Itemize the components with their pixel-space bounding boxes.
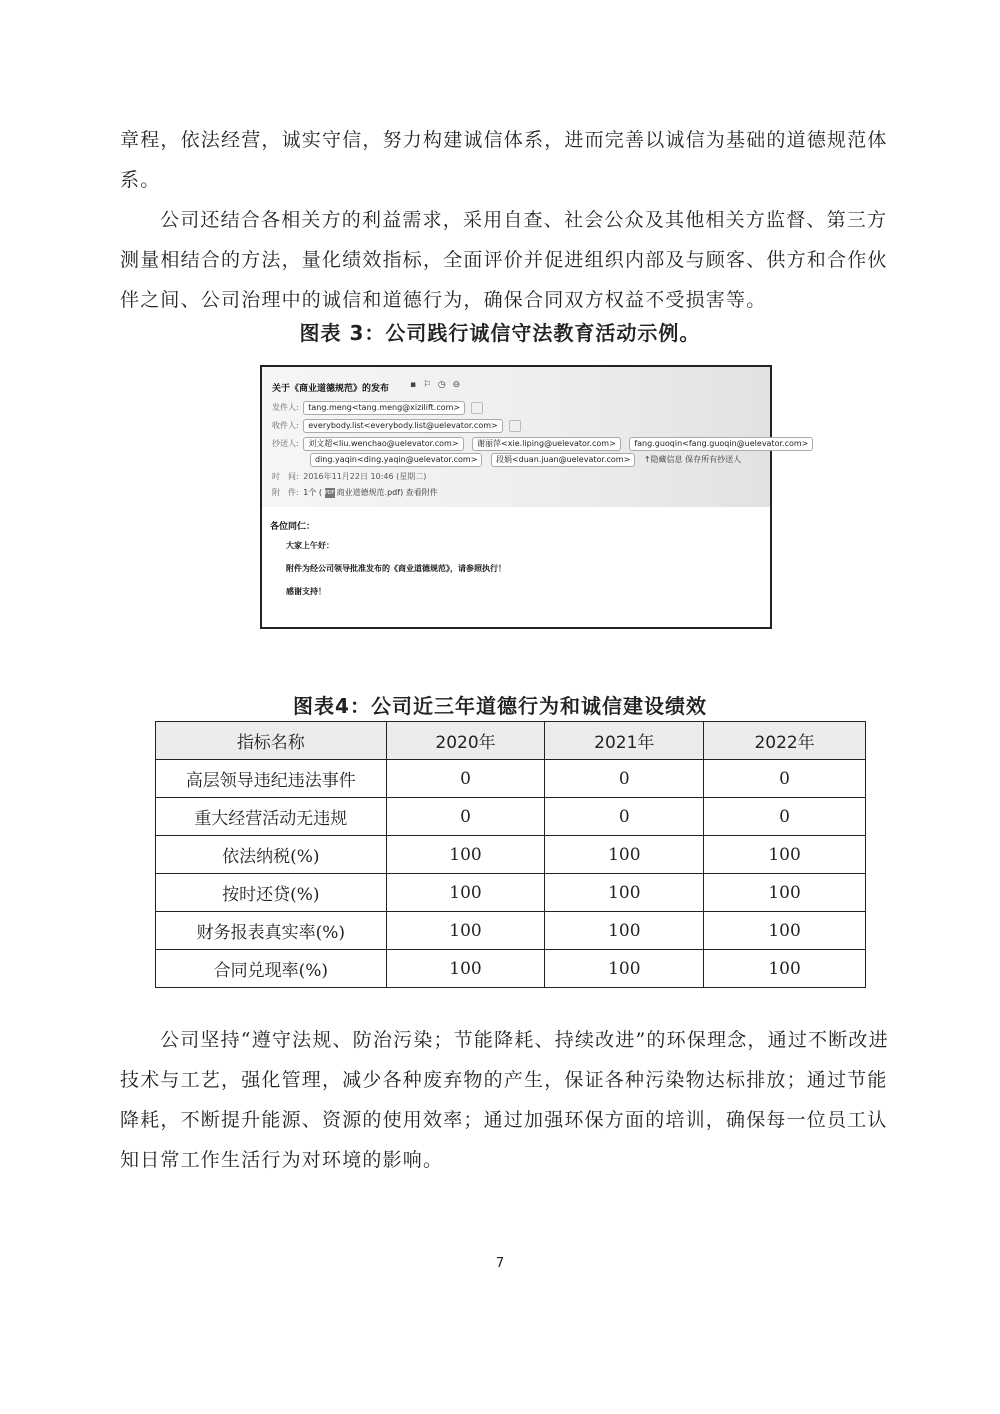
email-time-row: [272, 470, 426, 484]
email-subject: 关于《商业道德规范》的发布: [272, 384, 390, 394]
time-label: 时 间:: [272, 472, 299, 481]
table-cell: 100: [545, 836, 704, 874]
email-to-row: [272, 419, 527, 433]
table-cell: 0: [386, 798, 545, 836]
email-line-1: 大家上午好：: [286, 541, 334, 550]
table-cell: 100: [704, 836, 866, 874]
table-cell: 100: [386, 950, 545, 988]
email-greeting: 各位同仁：: [270, 522, 316, 532]
table-row: [156, 836, 866, 874]
email-toolbar-icons: ▪ ⚐ ◷ ⊖: [410, 380, 463, 390]
cc-chip: 刘文超<liu.wenchao@uelevator.com>: [303, 437, 463, 451]
table-cell: 0: [545, 798, 704, 836]
email-cc-row-1: [272, 437, 819, 451]
table-header-row: [156, 722, 866, 760]
attach-count: 1个 (: [303, 488, 323, 497]
paragraph-2: 公司还结合各相关方的利益需求，采用自查、社会公众及其他相关方监督、第三方测量相结合的方法，量化绩效指标，全面评价并促进组织内部及与顾客、供方和合作伙伴之间、公司治理中的诚信和道德行为，确保合同双方权益不受损害等。: [120, 209, 888, 311]
figure-3-caption: 图表 3：公司践行诚信守法教育活动示例。: [299, 321, 701, 345]
cc-chip: 谢丽萍<xie.liping@uelevator.com>: [472, 437, 621, 451]
chip-plus-icon: [471, 402, 483, 414]
table-row: [156, 950, 866, 988]
table-cell: 重大经营活动无违规: [156, 798, 387, 836]
table-row: [156, 874, 866, 912]
email-attach-row: [272, 486, 438, 500]
table-row: [156, 798, 866, 836]
paragraph-1: 章程，依法经营，诚实守信，努力构建诚信体系，进而完善以诚信为基础的道德规范体系。: [120, 129, 888, 191]
table-cell: 100: [386, 912, 545, 950]
to-chip: everybody.list<everybody.list@uelevator.com>: [303, 419, 502, 433]
table-cell: 100: [704, 912, 866, 950]
figure-4-caption: 图表4：公司近三年道德行为和诚信建设绩效: [293, 694, 707, 718]
table-cell: 100: [386, 874, 545, 912]
table-cell: 100: [386, 836, 545, 874]
table-cell: 0: [704, 798, 866, 836]
attach-label: 附 件:: [272, 488, 299, 497]
cc-label: 抄送人:: [272, 439, 299, 448]
table-row: [156, 912, 866, 950]
email-line-2: 附件为经公司领导批准发布的《商业道德规范》，请参照执行！: [286, 564, 506, 573]
table-cell: 100: [545, 912, 704, 950]
table-cell: 高层领导违纪违法事件: [156, 760, 387, 798]
page-number: 7: [495, 1256, 505, 1271]
table-cell: 100: [704, 950, 866, 988]
email-cc-row-2: [310, 453, 741, 467]
table-cell: 0: [704, 760, 866, 798]
table-header-cell: 指标名称: [156, 722, 387, 760]
email-line-3: 感谢支持！: [286, 587, 326, 596]
table-cell: 100: [545, 874, 704, 912]
from-label: 发件人:: [272, 403, 299, 412]
table-cell: 0: [545, 760, 704, 798]
table-cell: 按时还贷(%): [156, 874, 387, 912]
attach-tail: ) 查看附件: [400, 488, 438, 497]
table-cell: 合同兑现率(%): [156, 950, 387, 988]
performance-table: [155, 721, 866, 988]
email-from-row: [272, 401, 489, 415]
email-time: 2016年11月22日 10:46 (星期二): [303, 472, 427, 481]
table-header-cell: 2021年: [545, 722, 704, 760]
paragraph-3: 公司坚持“遵守法规、防治污染；节能降耗、持续改进”的环保理念，通过不断改进技术与工艺，强化管理，减少各种废弃物的产生，保证各种污染物达标排放；通过节能降耗，不断提升能源、资源的使用效率；通过加强环保方面的培训，确保每一位员工认知日常工作生活行为对环境的影响。: [120, 1029, 889, 1171]
from-chip: tang.meng<tang.meng@xizilift.com>: [303, 401, 465, 415]
table-cell: 0: [386, 760, 545, 798]
table-cell: 100: [704, 874, 866, 912]
cc-chip: 段娟<duan.juan@uelevator.com>: [491, 453, 635, 467]
table-cell: 财务报表真实率(%): [156, 912, 387, 950]
table-header-cell: 2020年: [386, 722, 545, 760]
attach-file: 商业道德规范.pdf: [336, 488, 401, 497]
email-screenshot: [260, 365, 809, 629]
chip-plus-icon: [509, 420, 521, 432]
table-cell: 100: [545, 950, 704, 988]
cc-chip: fang.guoqin<fang.guoqin@uelevator.com>: [629, 437, 813, 451]
cc-chip: ding.yaqin<ding.yaqin@uelevator.com>: [310, 453, 482, 467]
cc-tail-links: ↑隐藏信息 保存所有抄送人: [643, 455, 742, 464]
table-cell: 依法纳税(%): [156, 836, 387, 874]
to-label: 收件人:: [272, 421, 299, 430]
table-header-cell: 2022年: [704, 722, 866, 760]
table-row: [156, 760, 866, 798]
pdf-icon: PDF: [324, 489, 335, 496]
